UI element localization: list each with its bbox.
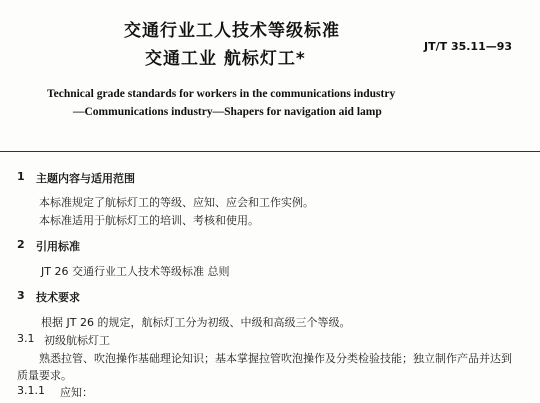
- document-title-cn-line1: 交通行业工人技术等级标准: [124, 21, 340, 41]
- section-3-paragraph-1: 根据 JT 26 的规定，航标灯工分为初级、中级和高级三个等级。: [41, 316, 351, 329]
- section-3-1-1-heading: 应知：: [60, 386, 93, 399]
- section-3-1-paragraph-line1: 熟悉拉管、吹泡操作基础理论知识；基本掌握拉管吹泡操作及分类检验技能；独立制作产品并达到: [39, 352, 512, 365]
- document-title-en-line1: Technical grade standards for workers in the communications industry: [47, 88, 396, 100]
- header-divider: [0, 151, 540, 152]
- section-3-number: 3: [17, 289, 25, 302]
- section-1-heading: 主题内容与适用范围: [36, 172, 135, 185]
- section-2-heading: 引用标准: [36, 240, 80, 253]
- standard-number: JT/T 35.11—93: [424, 40, 513, 53]
- document-title-en-line2: —Communications industry—Shapers for navigation aid lamp: [73, 106, 382, 118]
- document-title-cn-line2: 交通工业 航标灯工*: [145, 49, 306, 69]
- section-2-reference: JT 26 交通行业工人技术等级标准 总则: [41, 265, 230, 278]
- section-3-heading: 技术要求: [36, 291, 80, 304]
- section-3-1-1-number: 3.1.1: [17, 384, 45, 397]
- section-3-1-paragraph-line2: 质量要求。: [17, 369, 72, 382]
- section-1-number: 1: [17, 170, 25, 183]
- section-1-paragraph-2: 本标准适用于航标灯工的培训、考核和使用。: [39, 214, 259, 227]
- section-2-number: 2: [17, 238, 25, 251]
- section-1-paragraph-1: 本标准规定了航标灯工的等级、应知、应会和工作实例。: [39, 196, 314, 209]
- section-3-1-heading: 初级航标灯工: [44, 334, 110, 347]
- section-3-1-number: 3.1: [17, 332, 35, 345]
